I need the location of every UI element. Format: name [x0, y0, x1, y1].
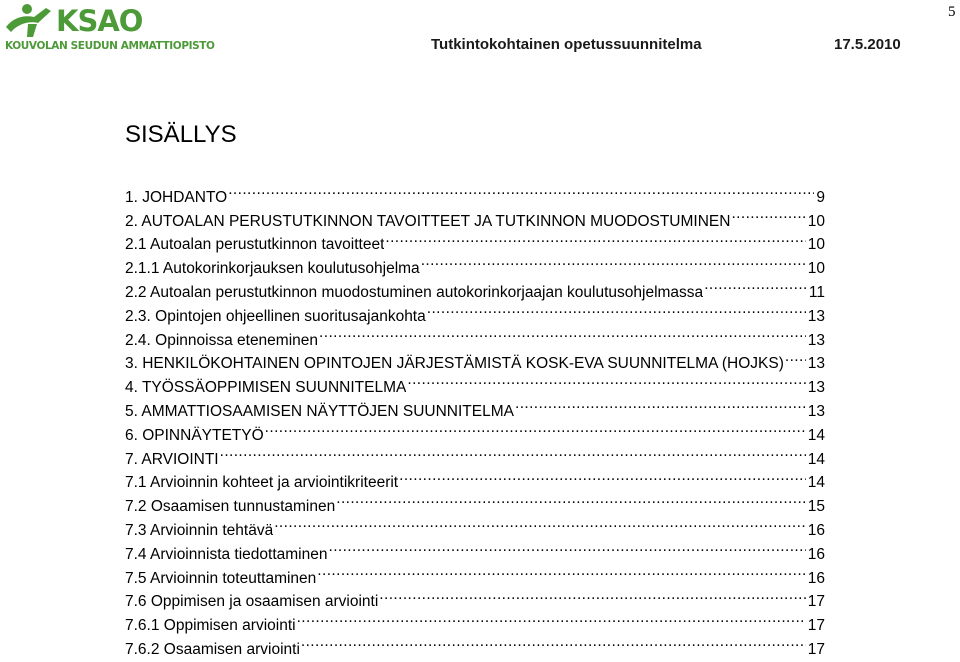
toc-entry-page: 13: [807, 355, 825, 373]
toc-entry[interactable]: [125, 202, 825, 230]
toc-entry-page: 14: [807, 450, 825, 468]
table-of-contents: [125, 178, 825, 658]
toc-entry-page: 10: [807, 212, 825, 230]
runner-logo-icon: [4, 2, 60, 40]
toc-entry-page: 15: [807, 498, 825, 516]
toc-entry-label: 7. ARVIOINTI: [125, 450, 219, 468]
toc-entry-label: 6. OPINNÄYTETYÖ: [125, 426, 264, 444]
toc-dot-leader: [730, 202, 805, 226]
toc-entry-page: 17: [807, 640, 825, 658]
toc-entry[interactable]: [125, 178, 825, 206]
ksao-logo: [4, 2, 244, 54]
logo-name: KSAO: [56, 4, 143, 38]
toc-dot-leader: [514, 392, 806, 416]
toc-entry-label: 2.2 Autoalan perustutkinnon muodostuminen autokorinkorjaajan koulutusohjelmassa: [125, 283, 704, 301]
toc-dot-leader: [273, 511, 806, 535]
toc-heading: SISÄLLYS: [125, 121, 237, 148]
toc-entry-label: 2.4. Opinnoissa eteneminen: [125, 331, 319, 349]
toc-entry-page: 13: [807, 379, 825, 397]
toc-entry-label: 5. AMMATTIOSAAMISEN NÄYTTÖJEN SUUNNITELMA: [125, 402, 514, 420]
toc-dot-leader: [784, 345, 806, 369]
toc-entry-label: 7.6.1 Oppimisen arviointi: [125, 617, 296, 635]
toc-dot-leader: [227, 178, 814, 202]
toc-dot-leader: [335, 487, 806, 511]
toc-entry-label: 7.3 Arvioinnin tehtävä: [125, 521, 274, 539]
toc-entry-page: 17: [807, 617, 825, 635]
toc-entry[interactable]: [125, 440, 825, 468]
toc-entry-label: 7.4 Arvioinnista tiedottaminen: [125, 545, 328, 563]
toc-dot-leader: [384, 226, 805, 250]
toc-entry-page: 16: [807, 545, 825, 563]
toc-entry-page: 11: [808, 283, 825, 301]
toc-entry-page: 17: [807, 593, 825, 611]
toc-entry-label: 7.6.2 Osaamisen arviointi: [125, 640, 300, 658]
toc-dot-leader: [318, 321, 806, 345]
document-title: Tutkintokohtainen opetussuunnitelma: [431, 36, 702, 53]
toc-entry-label: 2.3. Opintojen ohjeellinen suoritusajankohta: [125, 307, 426, 325]
toc-entry-page: 13: [807, 307, 825, 325]
toc-entry-page: 9: [816, 188, 825, 206]
toc-entry-label: 1. JOHDANTO: [125, 188, 228, 206]
toc-dot-leader: [406, 368, 805, 392]
toc-entry-page: 16: [807, 569, 825, 587]
toc-dot-leader: [420, 249, 806, 273]
toc-entry-label: 2.1.1 Autokorinkorjauksen koulutusohjelma: [125, 260, 420, 278]
toc-dot-leader: [296, 606, 806, 630]
toc-entry-label: 7.2 Osaamisen tunnustaminen: [125, 498, 336, 516]
toc-entry-label: 2.1 Autoalan perustutkinnon tavoitteet: [125, 236, 385, 254]
toc-dot-leader: [327, 535, 805, 559]
toc-dot-leader: [378, 583, 805, 607]
toc-entry-page: 13: [807, 402, 825, 420]
logo-subtitle: KOUVOLAN SEUDUN AMMATTIOPISTO: [5, 40, 215, 52]
page-number: 5: [948, 4, 956, 20]
document-date: 17.5.2010: [834, 36, 901, 53]
toc-entry-label: 4. TYÖSSÄOPPIMISEN SUUNNITELMA: [125, 379, 407, 397]
toc-dot-leader: [426, 297, 806, 321]
toc-entry[interactable]: [125, 464, 825, 492]
toc-entry-page: 10: [807, 260, 825, 278]
toc-entry-label: 2. AUTOALAN PERUSTUTKINNON TAVOITTEET JA TUTKINNON MUODOSTUMINEN: [125, 212, 731, 230]
toc-dot-leader: [316, 559, 805, 583]
toc-entry-label: 7.5 Arvioinnin toteuttaminen: [125, 569, 317, 587]
toc-dot-leader: [219, 440, 806, 464]
toc-entry-page: 13: [807, 331, 825, 349]
toc-dot-leader: [398, 464, 806, 488]
toc-entry-page: 16: [807, 521, 825, 539]
toc-entry-page: 10: [807, 236, 825, 254]
toc-entry-label: 3. HENKILÖKOHTAINEN OPINTOJEN JÄRJESTÄMISTÄ KOSK-EVA SUUNNITELMA (HOJKS): [125, 355, 784, 373]
toc-dot-leader: [300, 630, 806, 654]
toc-entry-label: 7.6 Oppimisen ja osaamisen arviointi: [125, 593, 379, 611]
toc-entry-label: 7.1 Arvioinnin kohteet ja arviointikriteerit: [125, 474, 399, 492]
toc-dot-leader: [264, 416, 806, 440]
toc-entry-page: 14: [807, 426, 825, 444]
toc-dot-leader: [703, 273, 807, 297]
toc-entry-page: 14: [807, 474, 825, 492]
